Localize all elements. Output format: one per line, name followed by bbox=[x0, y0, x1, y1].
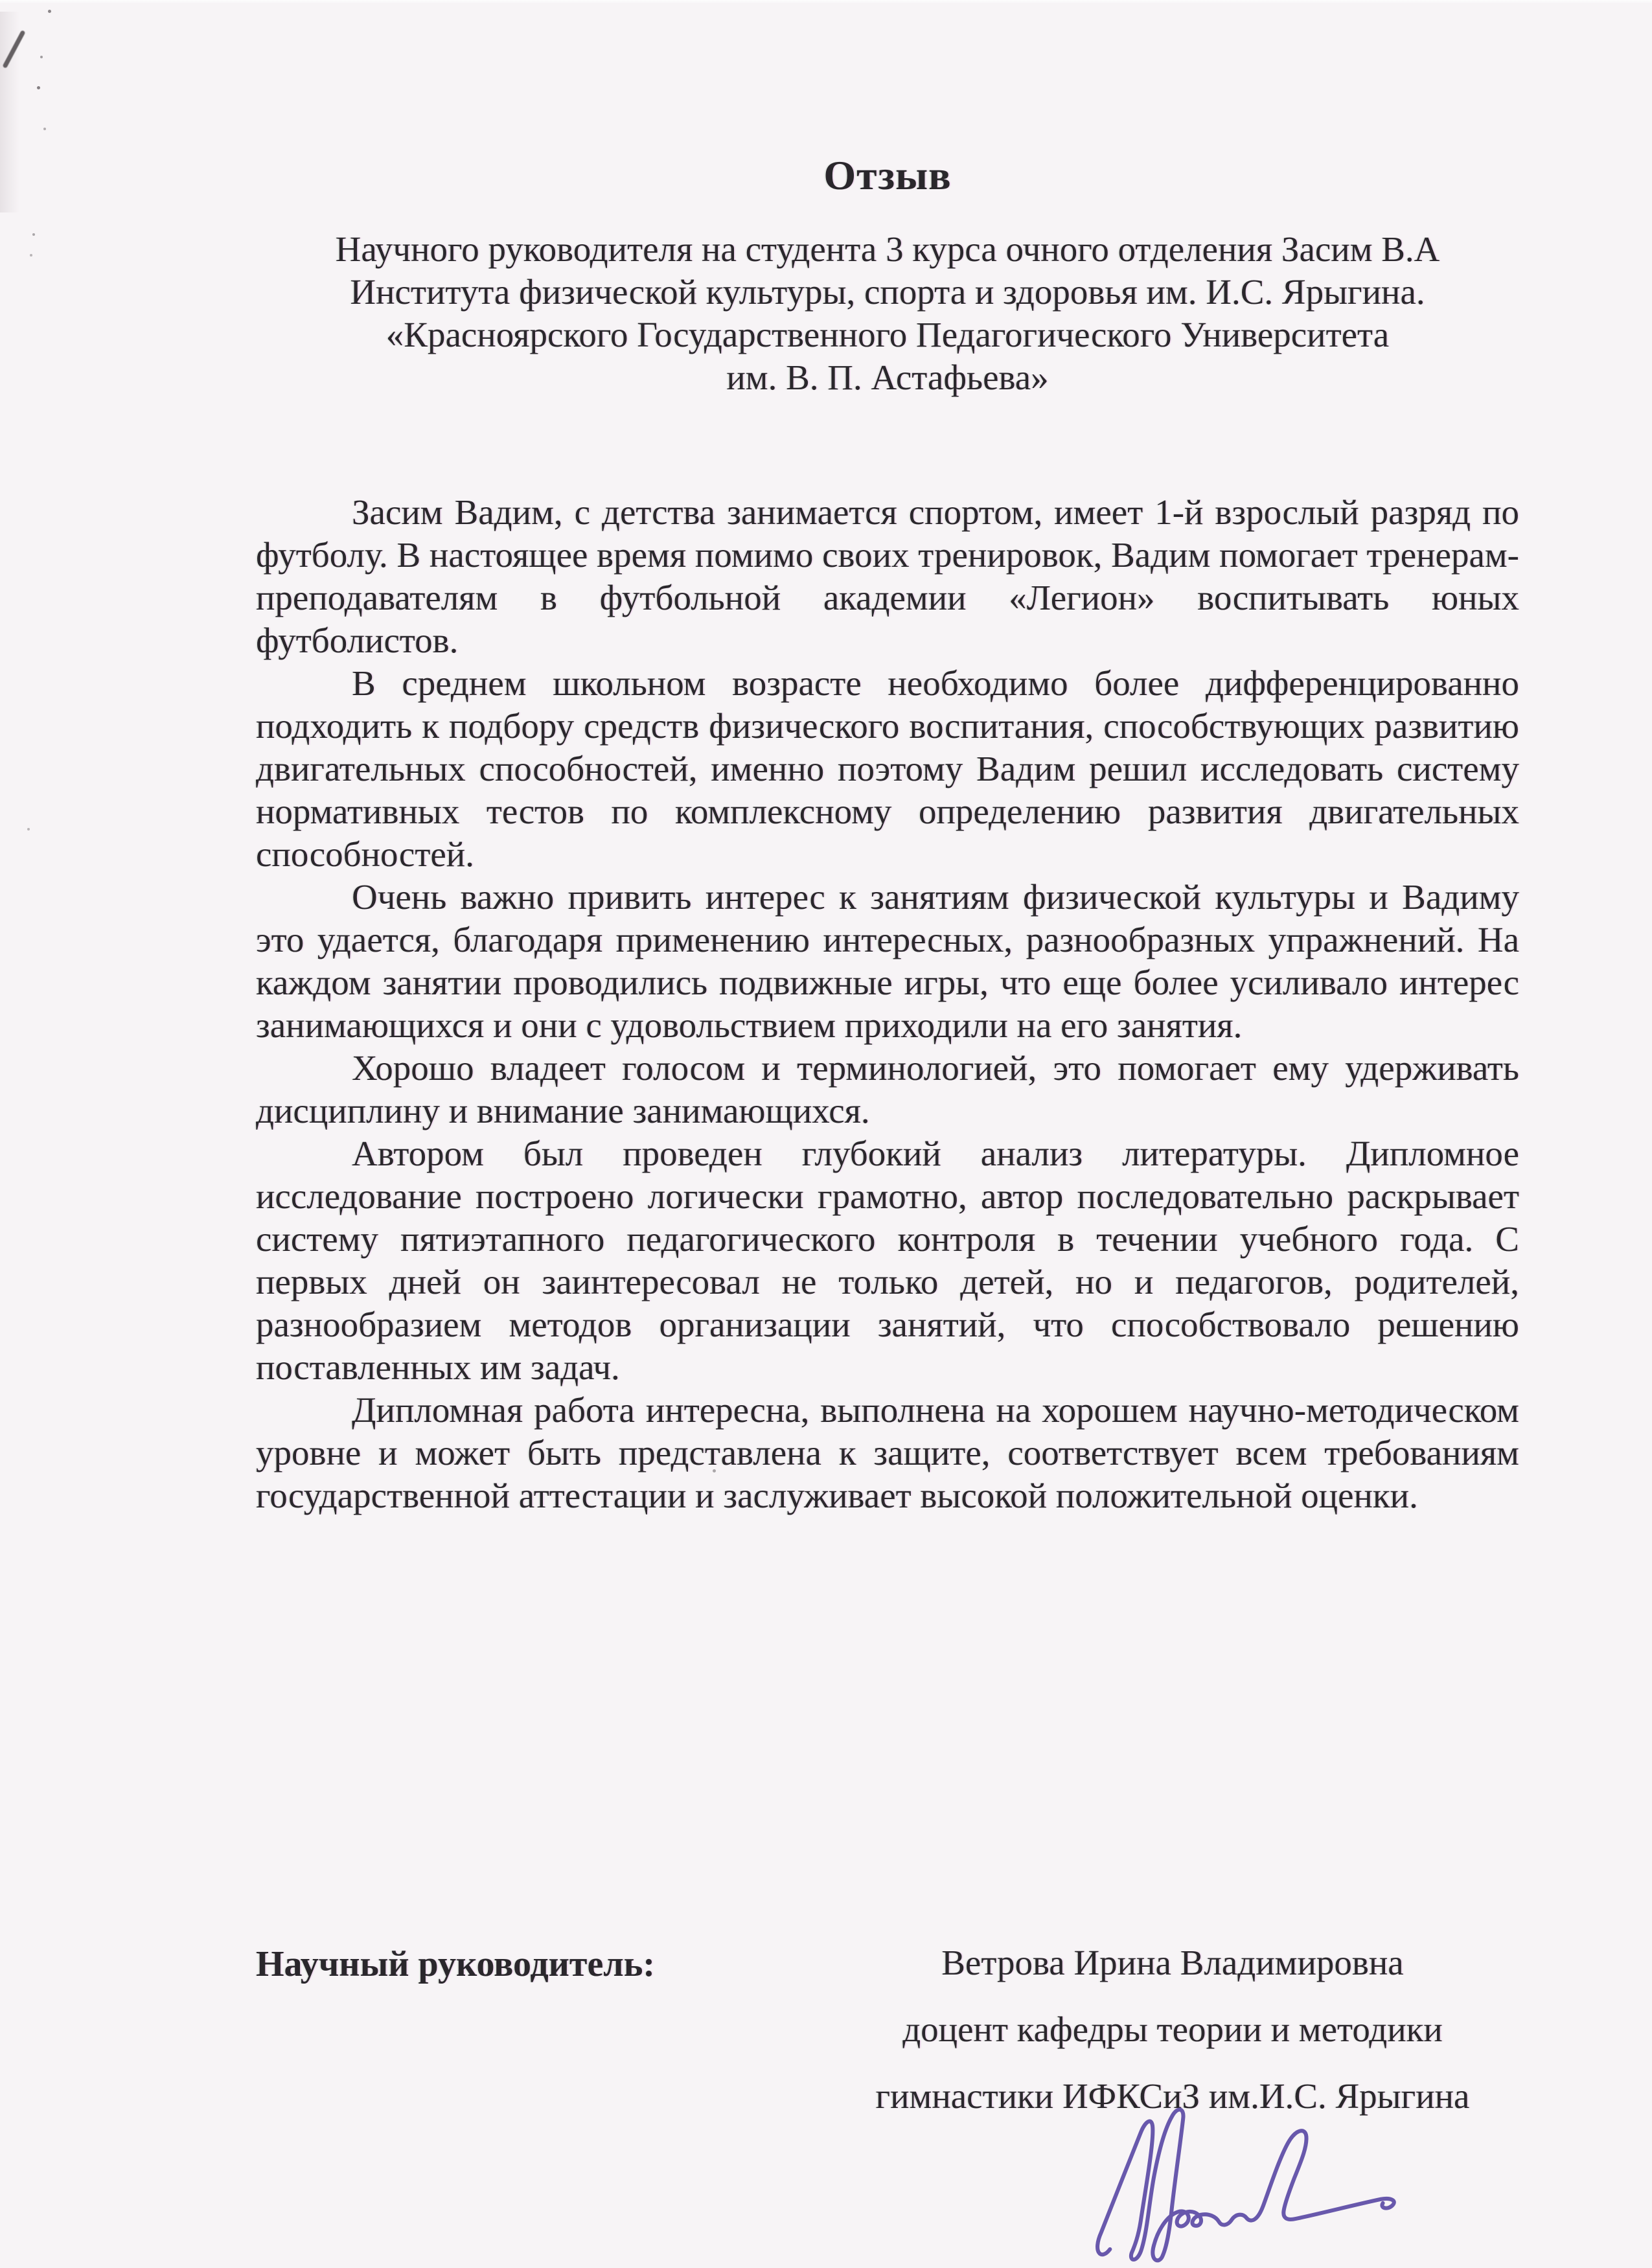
subtitle-line: Института физической культуры, спорта и здоровья им. И.С. Ярыгина. bbox=[350, 272, 1425, 312]
body-paragraph: Дипломная работа интересна, выполнена на хорошем научно-методическом уровне и может быть представлена к защите, соответствует всем требованиям государственной аттестации и заслуживает высокой положительной оценки. bbox=[256, 1390, 1519, 1515]
body-paragraph: Автором был проведен глубокий анализ литературы. Дипломное исследование построено логически грамотно, автор последовательно раскрывает систему пятиэтапного педагогического контроля в течении учебного года. С первых дней он заинтересовал не только детей, но и педагогов, родителей, разнообразием методов организации занятий, что способствовало решению поставленных им задач. bbox=[256, 1134, 1519, 1387]
subtitle-line: «Красноярского Государственного Педагогического Университета bbox=[385, 315, 1390, 354]
document-body bbox=[256, 491, 1519, 1517]
supervisor-position-line: гимнастики ИФКСиЗ им.И.С. Ярыгина bbox=[875, 2076, 1470, 2116]
scan-speck bbox=[30, 254, 32, 257]
subtitle-line: им. В. П. Астафьева» bbox=[726, 358, 1049, 397]
document-title: Отзыв bbox=[823, 152, 952, 198]
scan-speck bbox=[37, 86, 40, 89]
scan-speck bbox=[48, 10, 51, 13]
handwritten-signature-ink bbox=[1088, 2099, 1412, 2266]
scan-speck bbox=[27, 828, 30, 830]
signature-stroke bbox=[1097, 2109, 1394, 2260]
body-paragraph: Очень важно привить интерес к занятиям физической культуры и Вадиму это удается, благодаря применению интересных, разнообразных упражнений. На каждом занятии проводились подвижные игры, что еще более усиливало интерес занимающихся и они с удовольствием приходили на его занятия. bbox=[256, 877, 1519, 1045]
supervisor-position-line: доцент кафедры теории и методики bbox=[902, 2010, 1443, 2049]
scan-speck bbox=[40, 56, 43, 58]
scan-speck bbox=[43, 128, 46, 130]
supervisor-label: Научный руководитель: bbox=[256, 1944, 655, 1984]
document-subtitle bbox=[256, 228, 1519, 399]
scan-speck bbox=[32, 233, 35, 236]
subtitle-line: Научного руководителя на студента 3 курса очного отделения Засим В.А bbox=[335, 229, 1440, 269]
body-paragraph: Засим Вадим, с детства занимается спортом, имеет 1-й взрослый разряд по футболу. В настоящее время помимо своих тренировок, Вадим помогает тренерам-преподавателям в футбольной академии «Легион» воспитывать юных футболистов. bbox=[256, 492, 1520, 660]
body-paragraph: В среднем школьном возрасте необходимо более дифференцированно подходить к подбору средств физического воспитания, способствующих развитию двигательных способностей, именно поэтому Вадим решил исследовать систему нормативных тестов по комплексному определению развития двигательных способностей. bbox=[256, 663, 1519, 874]
supervisor-name: Ветрова Ирина Владимировна bbox=[941, 1943, 1404, 1982]
scan-edge-artifact-top bbox=[0, 0, 1652, 4]
body-paragraph: Хорошо владеет голосом и терминологией, это помогает ему удерживать дисциплину и внимание занимающихся. bbox=[256, 1048, 1519, 1130]
